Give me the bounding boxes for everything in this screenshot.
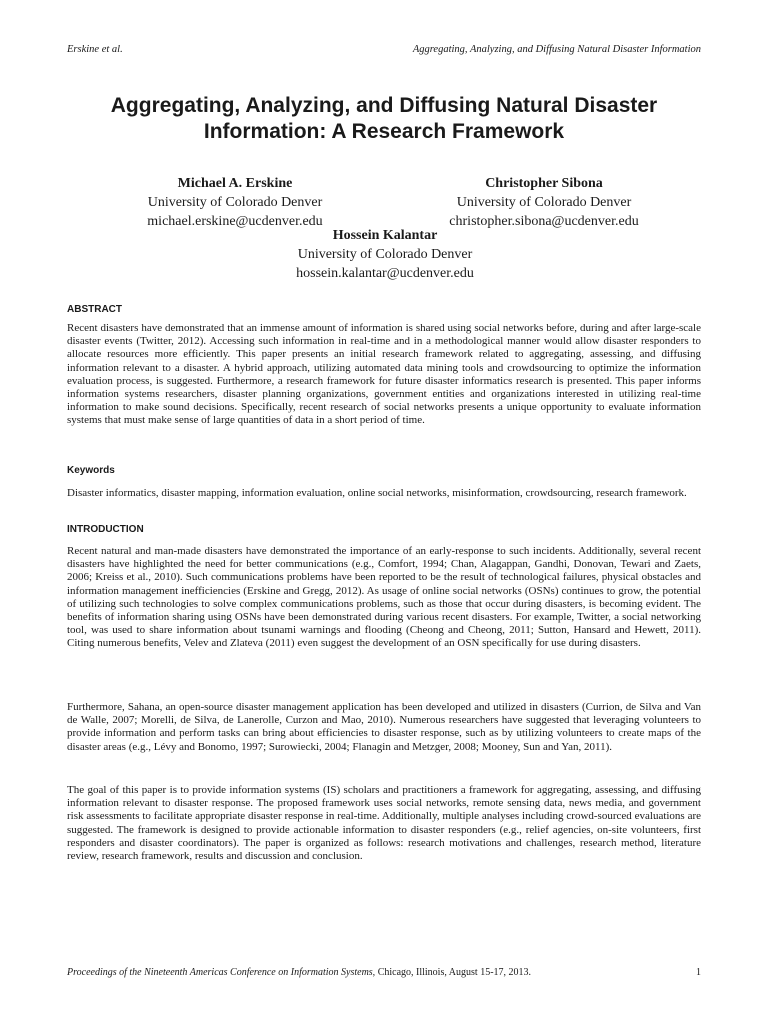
- author-email: christopher.sibona@ucdenver.edu: [449, 214, 639, 229]
- author-affiliation: University of Colorado Denver: [147, 195, 323, 210]
- paper-title-line-1: Aggregating, Analyzing, and Diffusing Natural Disaster: [110, 94, 658, 117]
- running-header-title: Aggregating, Analyzing, and Diffusing Natural Disaster Information: [412, 44, 701, 55]
- abstract-heading: ABSTRACT: [67, 304, 122, 315]
- author-name: Hossein Kalantar: [332, 228, 438, 243]
- introduction-paragraph-3: The goal of this paper is to provide information systems (IS) scholars and practitioners a framework for aggregating, assessing, and diffusing information relevant to disaster response. The proposed framework uses social networks, remote sensing data, news media, and government risk assessments to facilitate appropriate disaster response in real-time. Additionally, multiple analyses including crowd-sourced evaluations are suggested. The framework is designed to provide actionable information to disaster responders (e.g., relief agencies, on-site volunteers, first responders and disaster coordinators). The paper is organized as follows: research motivations and challenges, research method, literature review, research framework, results and discussion and conclusion.: [67, 784, 701, 863]
- keywords-text: Disaster informatics, disaster mapping, information evaluation, online social networks, misinformation, crowdsourcing, research framework.: [67, 487, 687, 499]
- author-email: michael.erskine@ucdenver.edu: [147, 214, 323, 229]
- footer-conference: Proceedings of the Nineteenth Americas Conference on Information Systems,: [67, 967, 376, 978]
- introduction-paragraph-2: Furthermore, Sahana, an open-source disaster management application has been developed and utilized in disasters (Currion, de Silva and Van de Walle, 2007; Morelli, de Silva, de Lanerolle, Curzon and Mao, 2010). Numerous researchers have suggested that leveraging volunteers to provide information and perform tasks can bring about efficiencies to disaster response, such as by utilizing volunteers to create maps of the disaster areas (e.g., Lévy and Bonomo, 1997; Surowiecki, 2004; Flanagin and Metzger, 2008; Mooney, Sun and Yan, 2011).: [67, 701, 701, 753]
- running-header-authors: Erskine et al.: [67, 44, 123, 55]
- keywords-heading: Keywords: [67, 465, 115, 476]
- author-name: Christopher Sibona: [485, 176, 603, 191]
- author-block-1: [104, 174, 366, 231]
- author-block-3: [254, 226, 516, 283]
- footer-location: Chicago, Illinois, August 15-17, 2013.: [375, 967, 532, 978]
- page-number: 1: [696, 967, 701, 978]
- author-email: hossein.kalantar@ucdenver.edu: [296, 266, 474, 281]
- author-block-2: [413, 174, 675, 231]
- author-affiliation: University of Colorado Denver: [297, 247, 473, 262]
- introduction-heading: INTRODUCTION: [67, 524, 144, 535]
- paper-title-line-2: Information: A Research Framework: [203, 120, 565, 143]
- running-header: [67, 44, 701, 60]
- author-affiliation: University of Colorado Denver: [456, 195, 632, 210]
- author-name: Michael A. Erskine: [177, 176, 293, 191]
- paper-title: [40, 93, 728, 145]
- abstract-text: Recent disasters have demonstrated that an immense amount of information is shared using social networks before, during and after large-scale disaster events (Twitter, 2012). Accessing such information in real-time and in a methodological manner would allow disaster responders to allocate resources more efficiently. This paper presents an initial research framework related to aggregating, assessing, and diffusing information relevant to a disaster. A hybrid approach, utilizing automated data mining tools and crowdsourcing to optimize the information evaluation process, is suggested. Furthermore, a research framework for future disaster informatics research is presented. This paper informs information systems researchers, disaster planning organizations, government entities and organizations interested in utilizing real-time information to make sound decisions. Specifically, recent research of social networks presents a unique opportunity to evaluate information systems that must make sense of large quantities of data in a short period of time.: [67, 322, 701, 427]
- page-footer: [67, 967, 701, 978]
- introduction-paragraph-1: Recent natural and man-made disasters have demonstrated the importance of an early-response to such incidents. Additionally, several recent disasters have highlighted the need for better communications (e.g., Comfort, 1994; Chan, Alagappan, Gandhi, Donovan, Tewari and Zaets, 2006; Kreiss et al., 2010). Such communications problems have been reported to be the result of technological failures, physical obstacles and information management inefficiencies (Erskine and Gregg, 2012). As usage of online social networks (OSNs) continues to grow, the potential of utilizing such technologies to solve complex communications problems, such as those that occur during disasters, is becoming evident. The benefits of information sharing using OSNs have been demonstrated during various recent disasters. For example, Twitter, a social networking tool, was used to share information about tsunami warnings and flooding (Cheong and Cheong, 2011; Sutton, Hansard and Hewett, 2011). Citing numerous benefits, Velev and Zlateva (2011) even suggest the development of an OSN specifically for use during disasters.: [67, 545, 701, 650]
